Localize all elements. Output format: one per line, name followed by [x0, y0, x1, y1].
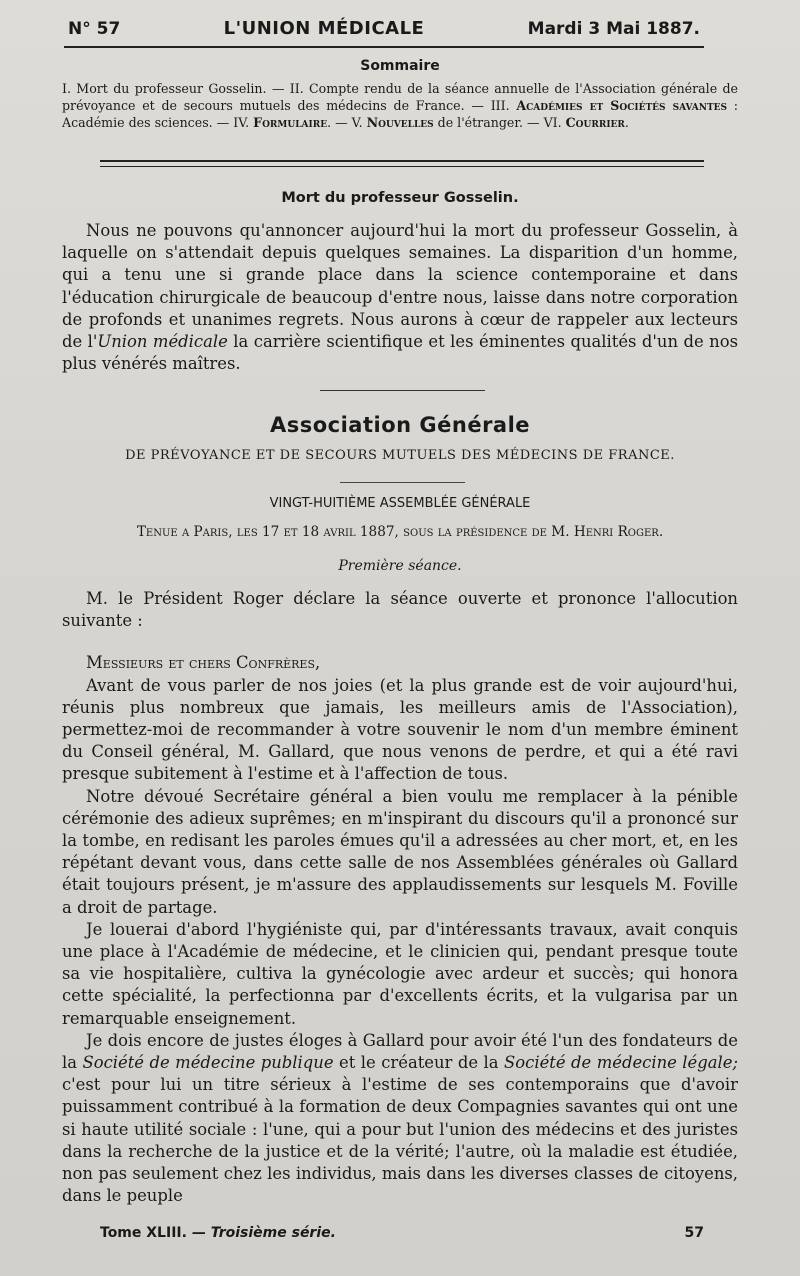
article-gosselin-title: Mort du professeur Gosselin.: [281, 190, 519, 206]
article-association-title: Association Générale: [269, 413, 531, 437]
section-rule: [320, 390, 485, 391]
assembly-session-info: Tenue a Paris, les 17 et 18 avril 1887, sous la présidence de M. Henri Roger.: [136, 524, 664, 540]
page-number: 57: [684, 1225, 704, 1241]
article-gosselin-body: [62, 220, 738, 375]
assembly-title: VINGT-HUITIÈME ASSEMBLÉE GÉNÉRALE: [269, 496, 531, 511]
header-rule: [64, 46, 704, 48]
paragraph: Notre dévoué Secrétaire général a bien voulu me remplacer à la pénible cérémonie des adieux suprêmes; en m'inspirant du discours qu'il a prononcé sur la tombe, en redisant les paroles émues qu'il a adressées au cher mort, et, en les répétant devant vous, dans cette salle de nos Assemblées générales où Gallard était toujours présent, je m'assure des applaudissements sur lesquels M. Foville a droit de partage.: [62, 786, 738, 917]
issue-number: N° 57: [68, 19, 121, 39]
sommaire-rule: [100, 160, 704, 167]
page-footer: [100, 1225, 704, 1241]
article-association-subtitle: DE PRÉVOYANCE ET DE SECOURS MUTUELS DES MÉDECINS DE FRANCE.: [125, 448, 675, 463]
paragraph: Je louerai d'abord l'hygiéniste qui, par d'intéressants travaux, avait conquis une place à l'Académie de médecine, et le clinicien qui, pendant presque toute sa vie hospitalière, cultiva la gynécologie avec ardeur et succès; qui honora cette spécialité, la perfectionna par d'excellents écrits, et la vulgarisa par un remarquable enseignement.: [62, 919, 738, 1028]
assembly-rule: [340, 482, 465, 483]
paragraph: Nous ne pouvons qu'annoncer aujourd'hui la mort du professeur Gosselin, à laquelle on s'attendait depuis quelques semaines. La disparition d'un homme, qui a tenu une si grande place dans la science contemporaine et dans l'éducation chirurgicale de beaucoup d'entre nous, laisse dans notre corporation de profonds et unanimes regrets. Nous aurons à cœur de rappeler aux lecteurs de l'Union médicale la carrière scientifique et les éminentes qualités d'un de nos plus vénérés maîtres.: [62, 221, 739, 374]
sommaire-text: I. Mort du professeur Gosselin. — II. Compte rendu de la séance annuelle de l'Association générale de prévoyance et de secours mutuels des médecins de France. — III. Académies et Sociétés savantes : Académie des sciences. — IV. Formulaire. — V. Nouvelles de l'étranger. — VI. Courrier.: [62, 81, 738, 130]
paragraph: Avant de vous parler de nos joies (et la plus grande est de voir aujourd'hui, réunis plus nombreux que jamais, les meilleurs amis de l'Association), permettez-moi de recommander à votre souvenir le nom d'un membre éminent du Conseil général, M. Gallard, que nous venons de perdre, et qui a été ravi presque subitement à l'estime et à l'affection de tous.: [62, 675, 738, 784]
issue-date: Mardi 3 Mai 1887.: [527, 19, 700, 39]
journal-title: L'UNION MÉDICALE: [223, 18, 425, 39]
volume-info: Tome XLIII. — Troisième série.: [100, 1225, 336, 1241]
paragraph: Je dois encore de justes éloges à Gallard pour avoir été l'un des fondateurs de la Société de médecine publique et le créateur de la Société de médecine légale; c'est pour lui un titre sérieux à l'estime de ses contemporains que d'avoir puissamment contribué à la formation de deux Compagnies savantes qui ont une si haute utilité sociale : l'une, qui a pour but l'union des médecins et des juristes dans la recherche de la justice et de la vérité; l'autre, où la maladie est étudiée, non pas seulement chez les individus, mais dans les diverses classes de citoyens, dans le peuple: [62, 1030, 738, 1206]
paragraph: M. le Président Roger déclare la séance ouverte et prononce l'allocution suivante :: [62, 589, 738, 631]
seance-title: Première séance.: [338, 558, 462, 574]
article-association-body: [62, 588, 738, 1207]
sommaire-title: Sommaire: [360, 58, 440, 74]
salutation: Messieurs et chers Confrères,: [86, 653, 321, 673]
running-header: [68, 18, 700, 44]
